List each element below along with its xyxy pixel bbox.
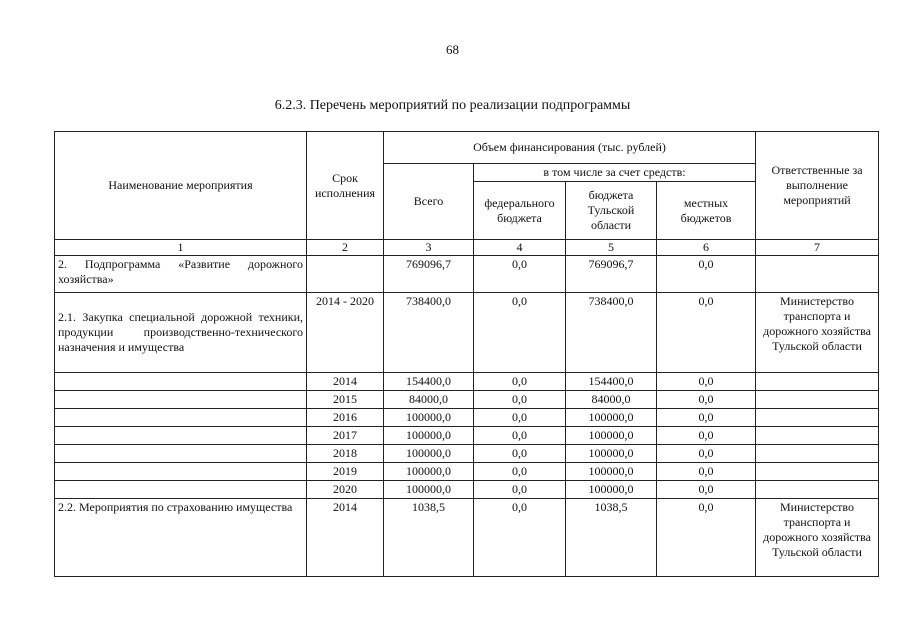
row-responsible — [756, 445, 879, 463]
header-period: Срок исполнения — [307, 132, 384, 240]
table-row — [55, 373, 879, 391]
row-federal: 0,0 — [474, 445, 566, 463]
row-total: 100000,0 — [384, 427, 474, 445]
page-number: 68 — [446, 42, 459, 57]
row-name — [55, 463, 307, 481]
row-responsible — [756, 481, 879, 499]
row-federal: 0,0 — [474, 293, 566, 373]
row-name: 2.2. Мероприятия по страхованию имущества — [55, 499, 307, 577]
row-regional: 100000,0 — [566, 409, 657, 427]
row-period: 2017 — [307, 427, 384, 445]
row-period: 2016 — [307, 409, 384, 427]
header-regional: бюджета Тульской области — [566, 182, 657, 240]
row-responsible — [756, 409, 879, 427]
row-regional: 100000,0 — [566, 445, 657, 463]
row-period: 2019 — [307, 463, 384, 481]
row-period: 2020 — [307, 481, 384, 499]
header-including: в том числе за счет средств: — [474, 164, 756, 182]
header-federal: федерального бюджета — [474, 182, 566, 240]
column-number: 5 — [566, 240, 657, 256]
column-number: 4 — [474, 240, 566, 256]
row-total: 100000,0 — [384, 409, 474, 427]
row-period: 2018 — [307, 445, 384, 463]
table-row — [55, 391, 879, 409]
header-responsible: Ответственные за выполнение мероприятий — [756, 132, 879, 240]
table-row — [55, 481, 879, 499]
row-responsible — [756, 427, 879, 445]
row-local: 0,0 — [657, 445, 756, 463]
header-total: Всего — [384, 164, 474, 240]
row-federal: 0,0 — [474, 427, 566, 445]
row-period: 2014 — [307, 373, 384, 391]
column-number: 7 — [756, 240, 879, 256]
header-funding: Объем финансирования (тыс. рублей) — [384, 132, 756, 164]
row-period: 2014 - 2020 — [307, 293, 384, 373]
table-row — [55, 293, 879, 373]
row-local: 0,0 — [657, 293, 756, 373]
row-responsible — [756, 256, 879, 293]
row-regional: 100000,0 — [566, 481, 657, 499]
row-name — [55, 391, 307, 409]
row-name — [55, 373, 307, 391]
row-responsible: Министерство транспорта и дорожного хозяйства Тульской области — [756, 293, 879, 373]
table-row — [55, 499, 879, 577]
row-local: 0,0 — [657, 481, 756, 499]
row-total: 100000,0 — [384, 481, 474, 499]
section-title: 6.2.3. Перечень мероприятий по реализации подпрограммы — [274, 98, 631, 113]
row-name — [55, 427, 307, 445]
table-row — [55, 256, 879, 293]
row-total: 100000,0 — [384, 445, 474, 463]
column-number: 6 — [657, 240, 756, 256]
row-regional: 154400,0 — [566, 373, 657, 391]
row-total: 84000,0 — [384, 391, 474, 409]
row-regional: 84000,0 — [566, 391, 657, 409]
row-federal: 0,0 — [474, 391, 566, 409]
row-period: 2015 — [307, 391, 384, 409]
row-total: 100000,0 — [384, 463, 474, 481]
row-local: 0,0 — [657, 499, 756, 577]
column-numbers-row — [55, 240, 879, 256]
row-regional: 100000,0 — [566, 427, 657, 445]
row-federal: 0,0 — [474, 373, 566, 391]
row-regional: 1038,5 — [566, 499, 657, 577]
row-federal: 0,0 — [474, 409, 566, 427]
row-local: 0,0 — [657, 409, 756, 427]
column-number: 1 — [55, 240, 307, 256]
row-total: 738400,0 — [384, 293, 474, 373]
row-name — [55, 481, 307, 499]
row-local: 0,0 — [657, 373, 756, 391]
row-responsible — [756, 391, 879, 409]
column-number: 3 — [384, 240, 474, 256]
row-federal: 0,0 — [474, 499, 566, 577]
row-federal: 0,0 — [474, 256, 566, 293]
row-federal: 0,0 — [474, 463, 566, 481]
row-responsible: Министерство транспорта и дорожного хозяйства Тульской области — [756, 499, 879, 577]
row-federal: 0,0 — [474, 481, 566, 499]
row-responsible — [756, 463, 879, 481]
table-row — [55, 463, 879, 481]
row-local: 0,0 — [657, 391, 756, 409]
table-row — [55, 427, 879, 445]
row-total: 1038,5 — [384, 499, 474, 577]
table-row — [55, 409, 879, 427]
row-period — [307, 256, 384, 293]
row-total: 769096,7 — [384, 256, 474, 293]
table-row — [55, 445, 879, 463]
row-name — [55, 445, 307, 463]
row-period: 2014 — [307, 499, 384, 577]
row-local: 0,0 — [657, 427, 756, 445]
row-total: 154400,0 — [384, 373, 474, 391]
row-name — [55, 409, 307, 427]
header-local: местных бюджетов — [657, 182, 756, 240]
column-number: 2 — [307, 240, 384, 256]
row-regional: 738400,0 — [566, 293, 657, 373]
row-local: 0,0 — [657, 256, 756, 293]
row-regional: 769096,7 — [566, 256, 657, 293]
activities-table — [54, 131, 879, 577]
row-name: 2.1. Закупка специальной дорожной техники, продукции производственно-технического назначения и имущества — [55, 293, 307, 373]
row-responsible — [756, 373, 879, 391]
header-name: Наименование мероприятия — [55, 132, 307, 240]
row-local: 0,0 — [657, 463, 756, 481]
row-name: 2. Подпрограмма «Развитие дорожного хозяйства» — [55, 256, 307, 293]
row-regional: 100000,0 — [566, 463, 657, 481]
